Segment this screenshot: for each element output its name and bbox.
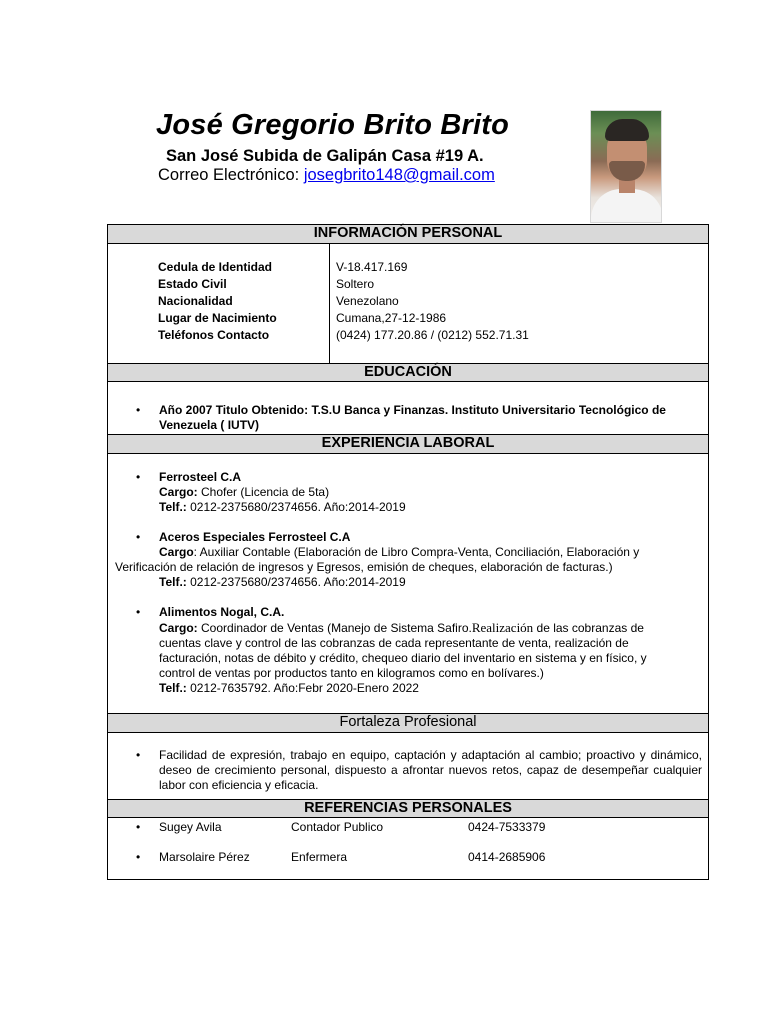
job-cargo-label: Cargo: [159,621,198,635]
value-nacionalidad: Venezolano [336,294,399,308]
value-estado-civil: Soltero [336,277,375,291]
email-link[interactable]: josegbrito148@gmail.com [303,166,495,184]
bullet: • [136,403,141,417]
job-cargo-label: Cargo [159,545,194,559]
job-cargo: : Auxiliar Contable (Elaboración de Libro Compra-Venta, Conciliación, Elaboración y [193,545,640,559]
section-title-personal: INFORMACIÓN PERSONAL [108,225,708,244]
label-estado-civil: Estado Civil [158,277,227,291]
email-line [158,166,495,185]
personal-labels [158,259,277,344]
reference-name: Sugey Avila [159,820,222,834]
value-cedula: V-18.417.169 [336,260,408,274]
address: San José Subida de Galipán Casa #19 A. [166,147,484,165]
personal-divider [329,244,330,364]
section-title-education: EDUCACIÓN [108,363,708,382]
job-tel-label: Telf.: [159,500,187,514]
job-tel-label: Telf.: [159,681,187,695]
bullet: • [136,530,141,544]
section-title-experience: EXPERIENCIA LABORAL [108,434,708,454]
photo-shirt [591,189,662,223]
photo-beard [609,161,645,181]
email-label: Correo Electrónico: [158,166,304,184]
photo-hair [605,119,649,141]
job-2-cargo-continued: Verificación de relación de ingresos y Egresos, emisión de cheques, elaboración de facturas.) [115,560,613,574]
education-item: Año 2007 Titulo Obtenido: T.S.U Banca y Finanzas. Instituto Universitario Tecnológico de Venezuela ( IUTV) [159,403,666,432]
label-cedula: Cedula de Identidad [158,260,273,274]
job-cargo: Coordinador de Ventas (Manejo de Sistema Safiro. [197,621,472,635]
job-2 [159,530,704,560]
label-nacionalidad: Nacionalidad [158,294,233,308]
bullet: • [136,748,141,762]
bullet: • [136,820,141,834]
bullet: • [136,850,141,864]
job-cargo-line: control de ventas por productos tanto en kilogramos como en bolívares.) [159,666,544,680]
job-cargo-label: Cargo: [159,485,198,499]
value-lugar-nacimiento: Cumana,27-12-1986 [336,311,447,325]
job-cargo-line: cuentas clave y control de las cobranzas de cada representante de venta, realización de [159,636,629,650]
reference-phone: 0414-2685906 [468,850,546,864]
job-1 [159,470,699,515]
reference-role: Contador Publico [291,820,384,834]
section-title-strengths: Fortaleza Profesional [108,713,708,733]
label-lugar-nacimiento: Lugar de Nacimiento [158,311,277,325]
bullet: • [136,470,141,484]
bullet: • [136,605,141,619]
job-tel-label: Telf.: [159,575,187,589]
label-telefonos: Teléfonos Contacto [158,328,270,342]
reference-name: Marsolaire Pérez [159,850,250,864]
reference-phone: 0424-7533379 [468,820,546,834]
candidate-name: José Gregorio Brito Brito [156,109,510,141]
personal-values [336,259,529,344]
cv-header [0,0,768,224]
job-tel: 0212-2375680/2374656. Año:2014-2019 [186,500,406,514]
job-cargo-serif: Realización [471,620,534,635]
job-tel: 0212-2375680/2374656. Año:2014-2019 [186,575,406,589]
job-cargo-line: facturación, notas de débito y crédito, chequeo diario del inventario en sistema y en físico, y [159,651,647,665]
strengths-text: Facilidad de expresión, trabajo en equipo, captación y adaptación al cambio; proactivo y dinámico, deseo de crecimiento personal, dispuesto a afrontar nuevos retos, capaz de desempeñar cualquier labor con eficiencia y eficacia. [159,748,702,792]
section-title-references: REFERENCIAS PERSONALES [108,799,708,818]
job-company: Alimentos Nogal, C.A. [159,605,285,619]
reference-role: Enfermera [291,850,348,864]
profile-photo [590,110,662,223]
job-company: Ferrosteel C.A [159,470,242,484]
job-cargo: Chofer (Licencia de 5ta) [197,485,330,499]
cv-table [107,224,709,880]
job-3 [159,605,704,696]
job-tel: 0212-7635792. Año:Febr 2020-Enero 2022 [186,681,419,695]
job-2-tel [159,575,699,590]
job-cargo-end: de las cobranzas de [533,621,644,635]
job-company: Aceros Especiales Ferrosteel C.A [159,530,351,544]
value-telefonos: (0424) 177.20.86 / (0212) 552.71.31 [336,328,529,342]
